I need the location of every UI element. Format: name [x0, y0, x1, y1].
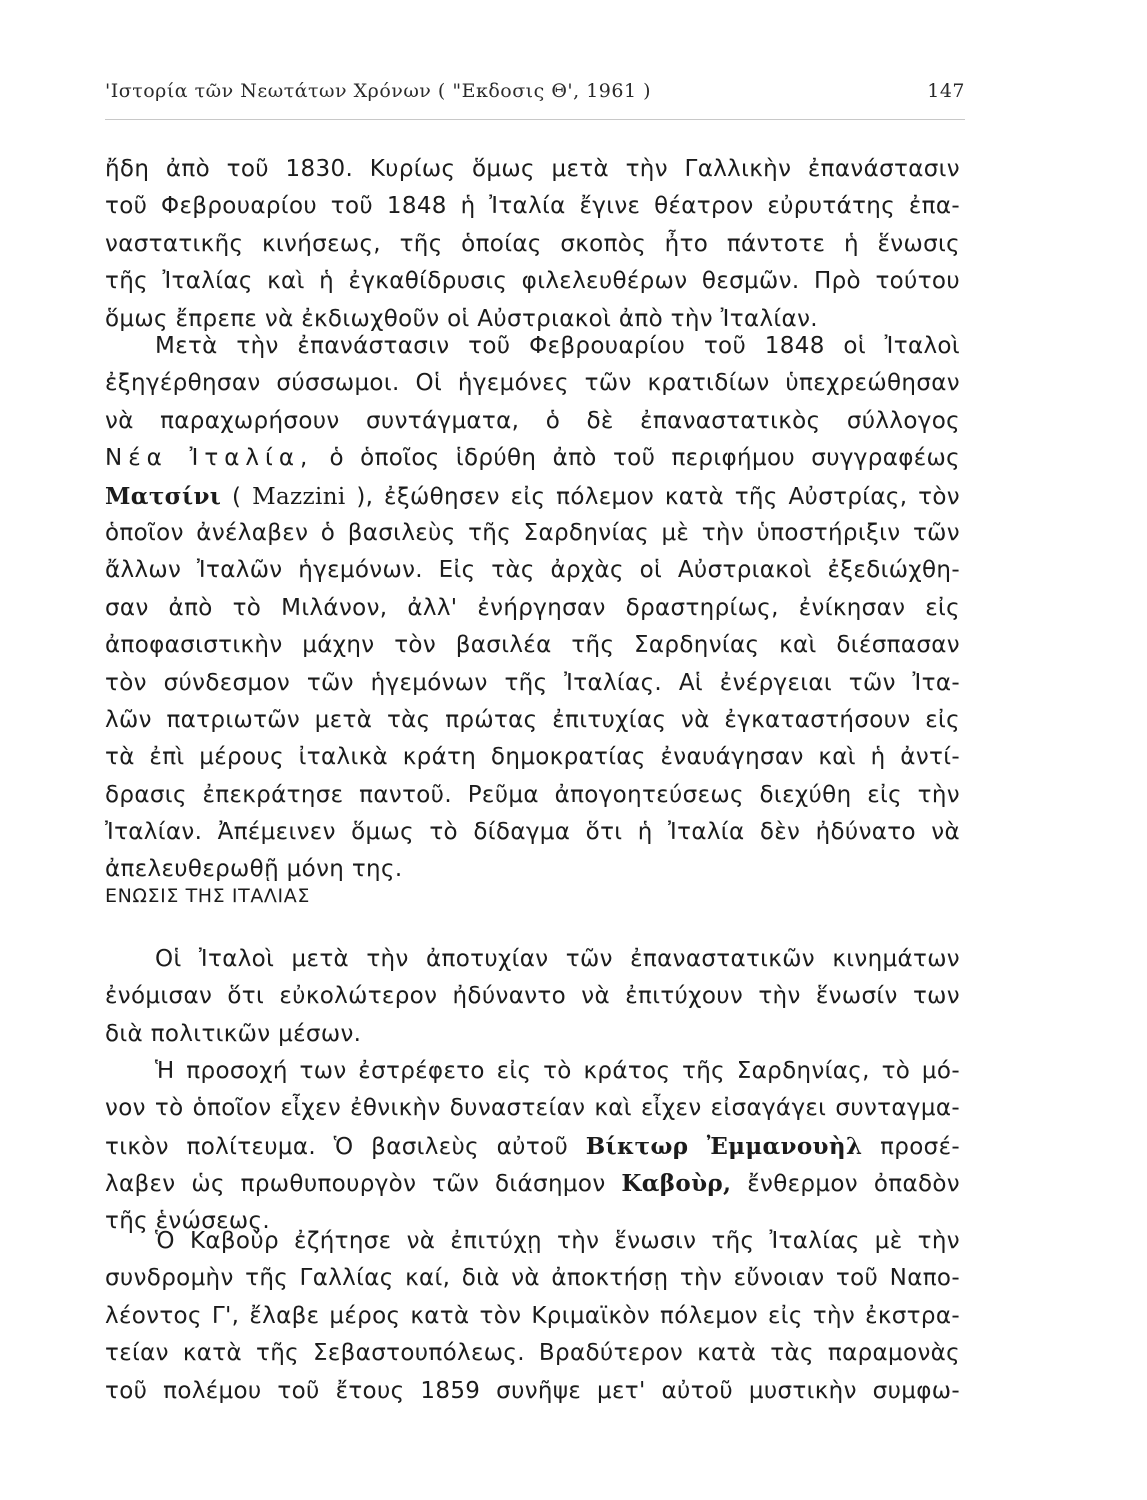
bold-name-cavour: Καβοὺρ,	[621, 1170, 732, 1198]
text-line: τείαν κατὰ τῆς Σεβαστουπόλεως. Βραδύτερον κατὰ τὰς παραμονὰς	[105, 1340, 960, 1367]
text-line: νὰ παραχωρήσουν συντάγματα, ὁ δὲ ἐπαναστατικὸς σύλλογος	[105, 407, 960, 434]
bold-name-victor-emmanuel: Βίκτωρ Ἐμμανουὴλ	[585, 1132, 863, 1160]
text-span: ἔνθερμον ὀπαδὸν	[731, 1171, 960, 1198]
text-line: τὰ ἐπὶ μέρους ἰταλικὰ κράτη δημοκρατίας ἐναυάγησαν καὶ ἡ ἀντί-	[105, 744, 960, 771]
text-line: νον τὸ ὁποῖον εἶχεν ἐθνικὴν δυναστείαν καὶ εἶχεν εἰσαγάγει συνταγμα-	[105, 1095, 960, 1122]
running-header	[105, 80, 965, 110]
text-line: ὅμως ἔπρεπε νὰ ἐκδιωχθοῦν οἱ Αὐστριακοὶ ἀπὸ τὴν Ἰταλίαν.	[105, 305, 818, 332]
text-span: λαβεν ὡς πρωθυπουργὸν τῶν διάσημον	[105, 1171, 622, 1198]
text-line: τὸν σύνδεσμον τῶν ἡγεμόνων τῆς Ἰταλίας. Αἱ ἐνέργειαι τῶν Ἰτα-	[105, 669, 960, 696]
text-span: τικὸν πολίτευμα. Ὁ βασιλεὺς αὐτοῦ	[105, 1133, 586, 1160]
text-line: δρασις ἐπεκράτησε παντοῦ. Ρεῦμα ἀπογοητεύσεως διεχύθη εἰς τὴν	[105, 781, 960, 808]
text-line: ἐνόμισαν ὅτι εὐκολώτερον ἠδύναντο νὰ ἐπιτύχουν τὴν ἕνωσίν των	[105, 983, 960, 1010]
page-number: 147	[927, 80, 965, 102]
paragraph-3	[105, 941, 960, 1053]
text-line	[105, 1128, 960, 1165]
text-line: τῆς ἑνώσεως.	[105, 1207, 271, 1234]
text-line: τοῦ πολέμου τοῦ ἔτους 1859 συνῆψε μετ' αὐτοῦ μυστικὴν συμφω-	[105, 1377, 960, 1404]
text-line: Ἡ προσοχή των ἐστρέφετο εἰς τὸ κράτος τῆς Σαρδηνίας, τὸ μό-	[155, 1058, 960, 1084]
paragraph-4	[105, 1053, 960, 1240]
text-line	[105, 1165, 960, 1202]
text-line: ἀποφασιστικὴν μάχην τὸν βασιλέα τῆς Σαρδηνίας καὶ διέσπασαν	[105, 632, 960, 659]
text-line: ὁποῖον ἀνέλαβεν ὁ βασιλεὺς τῆς Σαρδηνίας μὲ τὴν ὑποστήριξιν τῶν	[105, 519, 960, 546]
paragraph-2	[105, 328, 960, 889]
text-span: (	[221, 483, 253, 510]
text-line: συνδρομὴν τῆς Γαλλίας καί, διὰ νὰ ἀποκτήσῃ τὴν εὔνοιαν τοῦ Ναπο-	[105, 1265, 960, 1292]
text-line: σαν ἀπὸ τὸ Μιλάνον, ἀλλ' ἐνήργησαν δραστηρίως, ἐνίκησαν εἰς	[105, 594, 960, 621]
text-line: Ὁ Καβοὺρ ἐζήτησε νὰ ἐπιτύχῃ τὴν ἕνωσιν τῆς Ἰταλίας μὲ τὴν	[155, 1228, 960, 1254]
text-line: Ἰταλίαν. Ἀπέμεινεν ὅμως τὸ δίδαγμα ὅτι ἡ Ἰταλία δὲν ἠδύνατο νὰ	[105, 819, 960, 846]
text-line: λέοντος Γ', ἔλαβε μέρος κατὰ τὸν Κριμαϊκὸν πόλεμον εἰς τὴν ἐκστρα-	[105, 1302, 960, 1329]
text-line: Οἱ Ἰταλοὶ μετὰ τὴν ἀποτυχίαν τῶν ἐπαναστατικῶν κινημάτων	[155, 946, 960, 972]
text-span: ὁ ὁποῖος ἱδρύθη ἀπὸ τοῦ περιφήμου συγγραφέως	[313, 445, 960, 472]
text-span: προσέ-	[862, 1133, 960, 1160]
header-rule	[105, 119, 965, 120]
text-line: τοῦ Φεβρουαρίου τοῦ 1848 ἡ Ἰταλία ἔγινε θέατρον εὐρυτάτης ἐπα-	[105, 193, 960, 220]
paragraph-5	[105, 1223, 960, 1410]
text-line	[105, 478, 960, 515]
text-line: ἐξηγέρθησαν σύσσωμοι. Οἱ ἡγεμόνες τῶν κρατιδίων ὑπεχρεώθησαν	[105, 370, 960, 397]
text-line: ἄλλων Ἰταλῶν ἡγεμόνων. Εἰς τὰς ἀρχὰς οἱ Αὐστριακοὶ ἐξεδιώχθη-	[105, 557, 960, 584]
section-heading: ΕΝΩΣΙΣ ΤΗΣ ΙΤΑΛΙΑΣ	[105, 885, 310, 907]
text-line: ναστατικῆς κινήσεως, τῆς ὁποίας σκοπὸς ἦτο πάντοτε ἡ ἕνωσις	[105, 230, 960, 257]
society-name: Νέα Ἰταλία,	[105, 445, 314, 472]
text-line: ἀπελευθερωθῇ μόνη της.	[105, 856, 403, 883]
book-title: 'Ιστορία τῶν Νεωτάτων Χρόνων ( "Εκδοσις Θ', 1961 )	[105, 80, 651, 102]
text-line: διὰ πολιτικῶν μέσων.	[105, 1020, 362, 1047]
text-span: ), ἐξώθησεν εἰς πόλεμον κατὰ τῆς Αὐστρίας, τὸν	[345, 483, 960, 510]
text-line: ἤδη ἀπὸ τοῦ 1830. Κυρίως ὅμως μετὰ τὴν Γαλλικὴν ἐπανάστασιν	[105, 156, 960, 182]
bold-name-mazzini: Ματσίνι	[105, 482, 222, 510]
text-line	[105, 440, 960, 477]
text-line: Μετὰ τὴν ἐπανάστασιν τοῦ Φεβρουαρίου τοῦ 1848 οἱ Ἰταλοὶ	[155, 333, 960, 359]
text-line: τῆς Ἰταλίας καὶ ἡ ἐγκαθίδρυσις φιλελευθέρων θεσμῶν. Πρὸ τούτου	[105, 268, 960, 295]
latin-name-mazzini: Mazzini	[252, 483, 346, 510]
paragraph-1	[105, 151, 960, 338]
text-line: λῶν πατριωτῶν μετὰ τὰς πρώτας ἐπιτυχίας νὰ ἐγκαταστήσουν εἰς	[105, 706, 960, 733]
